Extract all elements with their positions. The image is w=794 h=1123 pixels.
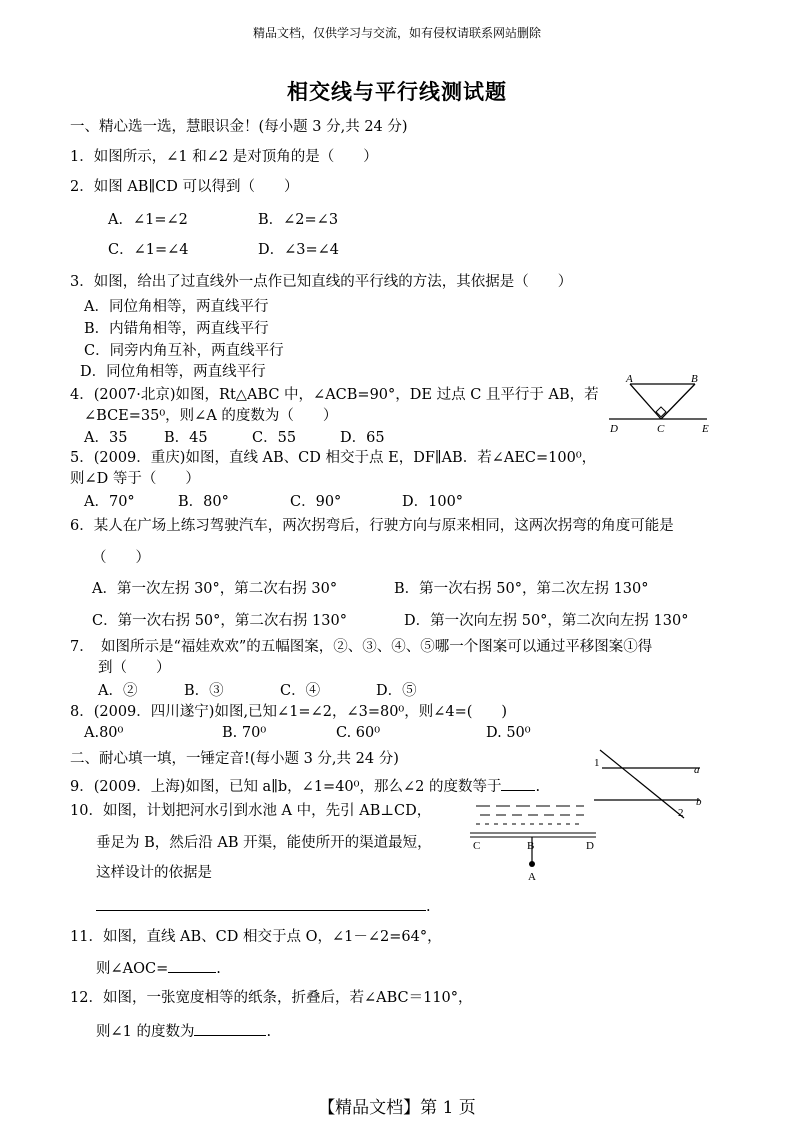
question-12-line-2: 则∠1 的度数为 .	[96, 1021, 271, 1041]
q8-option-b: B. 70⁰	[222, 725, 267, 741]
question-5-line-2: 则∠D 等于（ ）	[70, 471, 200, 487]
section-1-heading: 一、精心选一选，慧眼识金！(每小题 3 分,共 24 分)	[70, 119, 408, 135]
question-11-line-1: 11．如图，直线 AB、CD 相交于点 O，∠1－∠2=64°，	[70, 929, 442, 945]
q6-option-b: B．第一次右拐 50°，第二次左拐 130°	[394, 581, 649, 597]
question-9: 9．(2009．上海)如图，已知 a∥b，∠1=40⁰，那么∠2 的度数等于 .	[70, 776, 540, 796]
question-10-line-2: 垂足为 B，然后沿 AB 开渠，能使所开的渠道最短，	[96, 835, 432, 851]
question-4-line-1: 4．(2007·北京)如图，Rt△ABC 中，∠ACB=90°，DE 过点 C 且平行于 AB，若	[70, 387, 599, 403]
question-1: 1．如图所示，∠1 和∠2 是对顶角的是（ ）	[70, 149, 378, 165]
question-12-line-1: 12．如图，一张宽度相等的纸条，折叠后，若∠ABC＝110°，	[70, 990, 473, 1006]
q6-option-c: C．第一次右拐 50°，第二次右拐 130°	[92, 613, 347, 629]
question-8: 8．(2009．四川遂宁)如图,已知∠1=∠2，∠3=80⁰，则∠4=( )	[70, 704, 508, 720]
question-2: 2．如图 AB∥CD 可以得到（ ）	[70, 179, 299, 195]
q9-angle-2-label: 2	[678, 807, 684, 819]
q8-option-a: A.80⁰	[84, 725, 124, 741]
question-11-line-2: 则∠AOC= .	[96, 958, 221, 978]
question-3: 3．如图，给出了过直线外一点作已知直线的平行线的方法，其依据是（ ）	[70, 274, 573, 290]
q4-option-d: D．65	[340, 430, 385, 446]
question-7-line-2: 到（ ）	[98, 660, 171, 676]
q5-option-a: A．70°	[84, 494, 135, 510]
q8-option-d: D. 50⁰	[486, 725, 531, 741]
page-footer: 【精品文档】第 1 页	[318, 1098, 476, 1118]
question-6-line-2: （ ）	[92, 550, 150, 566]
question-6-line-1: 6．某人在广场上练习驾驶汽车，两次拐弯后，行驶方向与原来相同，这两次拐弯的角度可能是	[70, 518, 674, 534]
q3-option-c: C．同旁内角互补，两直线平行	[84, 343, 284, 359]
question-10-line-1: 10．如图，计划把河水引到水池 A 中，先引 AB⊥CD，	[70, 803, 432, 819]
q3-option-d: D．同位角相等，两直线平行	[80, 364, 266, 380]
q10-figure	[466, 800, 606, 885]
q10-answer: .	[96, 896, 431, 916]
q4-option-a: A．35	[84, 430, 128, 446]
question-10-line-3: 这样设计的依据是	[96, 865, 212, 881]
page-title: 相交线与平行线测试题	[287, 79, 507, 104]
q10-label-d: D	[586, 840, 594, 852]
q9-line-a-label: a	[694, 764, 700, 776]
q2-option-d: D．∠3=∠4	[258, 242, 340, 258]
q7-option-a: A．②	[98, 683, 138, 699]
q6-option-a: A．第一次左拐 30°，第二次右拐 30°	[92, 581, 338, 597]
q5-option-d: D．100°	[402, 494, 464, 510]
q5-option-b: B．80°	[178, 494, 229, 510]
q3-option-b: B．内错角相等，两直线平行	[84, 321, 269, 337]
question-7-line-1: 7． 如图所示是“福娃欢欢”的五幅图案，②、③、④、⑤哪一个图案可以通过平移图案①得	[70, 639, 653, 655]
q4-label-b: B	[691, 373, 698, 385]
q3-option-a: A．同位角相等，两直线平行	[84, 299, 269, 315]
q2-option-b: B．∠2=∠3	[258, 212, 339, 228]
q7-option-b: B．③	[184, 683, 224, 699]
q4-figure	[605, 372, 715, 434]
section-2-heading: 二、耐心填一填，一锤定音!(每小题 3 分,共 24 分)	[70, 751, 399, 767]
q10-label-c: C	[473, 840, 481, 852]
q11-text: 则∠AOC=	[96, 961, 169, 977]
q8-option-c: C. 60⁰	[336, 725, 381, 741]
q10-label-a: A	[528, 871, 536, 883]
q2-option-a: A．∠1=∠2	[108, 212, 188, 228]
q6-option-d: D．第一次向左拐 50°，第二次向左拐 130°	[404, 613, 689, 629]
q12-answer-blank	[194, 1021, 266, 1036]
page-header: 精品文档，仅供学习与交流，如有侵权请联系网站删除	[252, 26, 541, 40]
q2-option-c: C．∠1=∠4	[108, 242, 189, 258]
q7-option-d: D．⑤	[376, 683, 417, 699]
q9-angle-1-label: 1	[594, 757, 600, 769]
q4-option-b: B．45	[164, 430, 208, 446]
q4-label-a: A	[626, 373, 633, 385]
q9-figure	[592, 748, 712, 823]
q9-text: 9．(2009．上海)如图，已知 a∥b，∠1=40⁰，那么∠2 的度数等于	[70, 779, 502, 795]
q9-line-b-label: b	[696, 796, 702, 808]
q4-option-c: C．55	[252, 430, 297, 446]
q9-answer-blank	[501, 776, 535, 791]
question-5-line-1: 5．(2009．重庆)如图，直线 AB、CD 相交于点 E，DF∥AB．若∠AEC=100⁰，	[70, 450, 597, 466]
q12-text: 则∠1 的度数为	[96, 1024, 195, 1040]
q5-option-c: C．90°	[290, 494, 342, 510]
q4-label-d: D	[610, 423, 618, 435]
q10-answer-blank	[96, 896, 426, 911]
q4-label-e: E	[702, 423, 709, 435]
q4-label-c: C	[657, 423, 665, 435]
q7-option-c: C．④	[280, 683, 321, 699]
q11-answer-blank	[168, 958, 216, 973]
question-4-line-2: ∠BCE=35⁰，则∠A 的度数为（ ）	[84, 408, 338, 424]
q10-label-b: B	[527, 840, 535, 852]
